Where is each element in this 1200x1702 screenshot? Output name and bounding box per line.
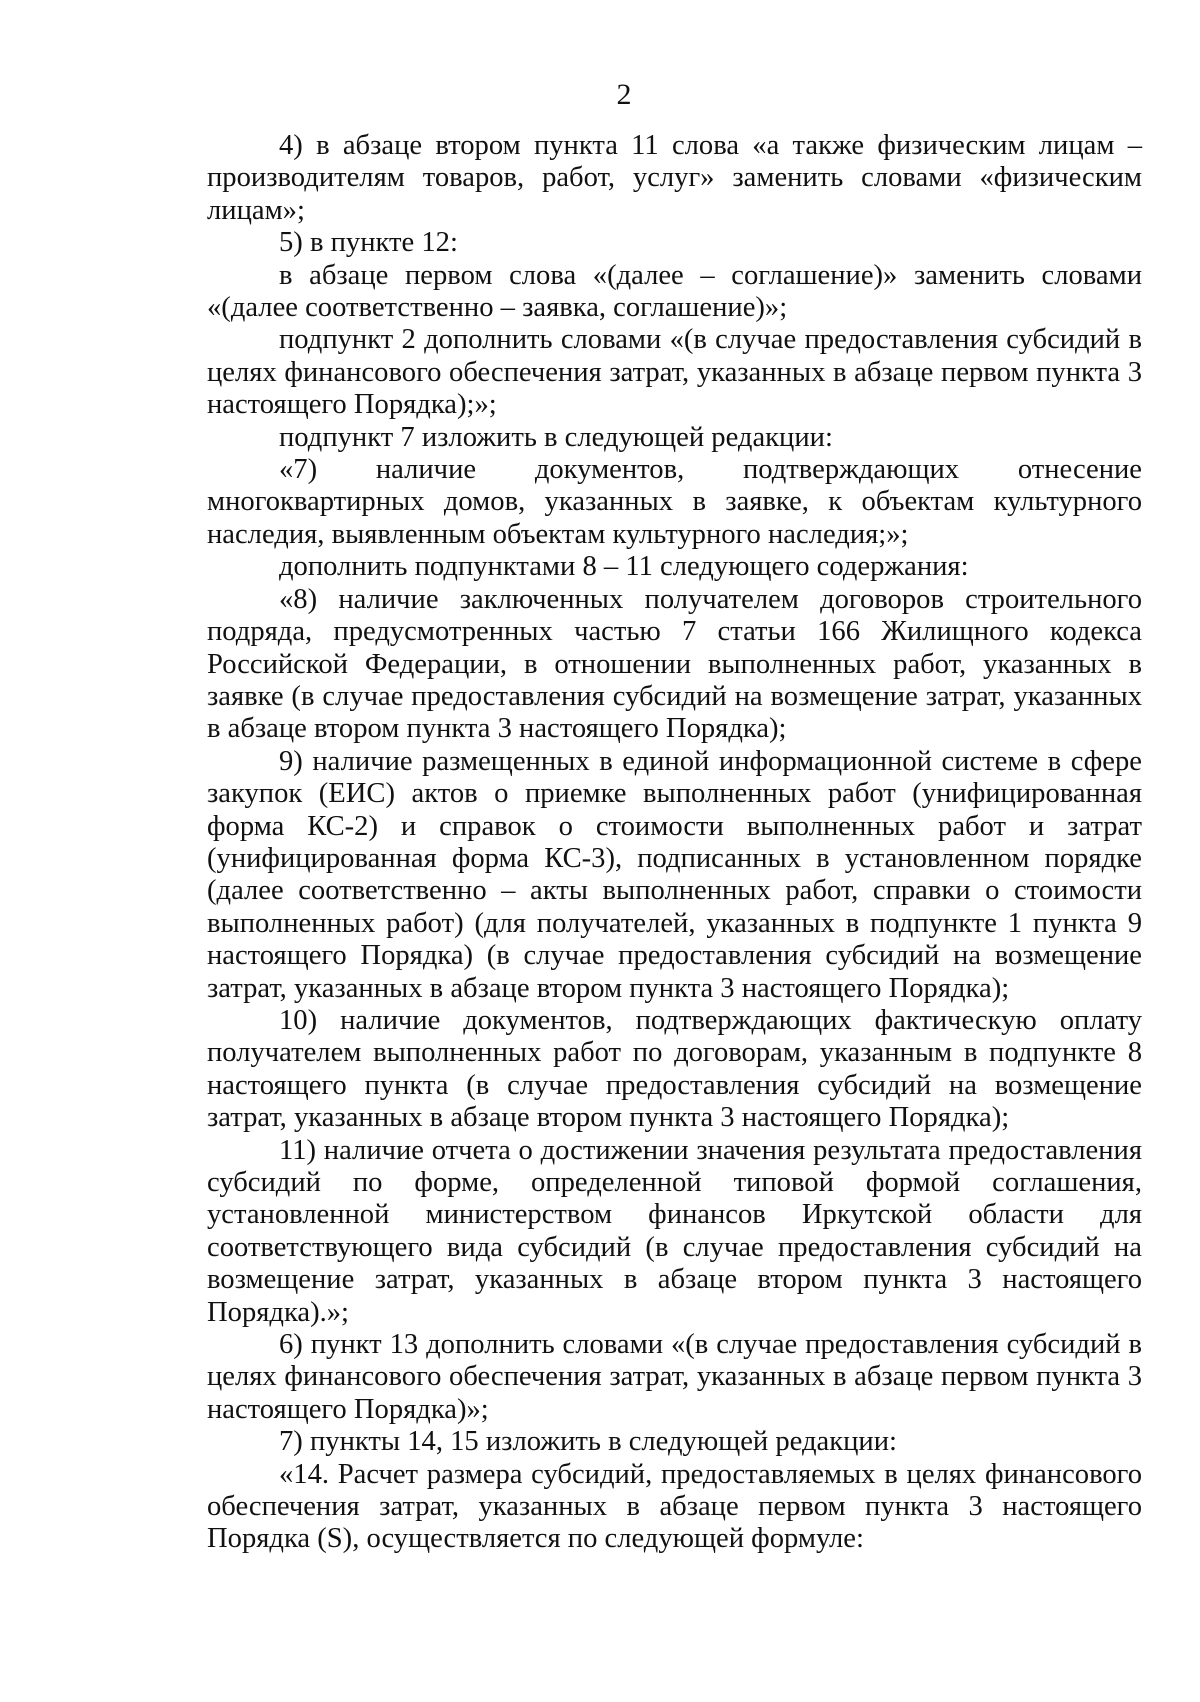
paragraph-6-punkt-13: 6) пункт 13 дополнить словами «(в случае предоставления субсидий в целях финансового обеспечения затрат, указанных в абзаце первом пункта 3 настоящего Порядка)»; bbox=[207, 1329, 1142, 1425]
paragraph-podpunkt-9: 9) наличие размещенных в единой информационной системе в сфере закупок (ЕИС) актов о приемке выполненных работ (унифицированная форма КС-2) и справок о стоимости выполненных работ и затрат (унифицированная форма КС-3), подписанных в установленном порядке (далее соответственно – акты выполненных работ, справки о стоимости выполненных работ) (для получателей, указанных в подпункте 1 пункта 9 настоящего Порядка) (в случае предоставления субсидий на возмещение затрат, указанных в абзаце втором пункта 3 настоящего Порядка); bbox=[207, 745, 1142, 1004]
paragraph-punkt-14-formula-intro: «14. Расчет размера субсидий, предоставляемых в целях финансового обеспечения затрат, указанных в абзаце первом пункта 3 настоящего Порядка (S), осуществляется по следующей формуле: bbox=[207, 1458, 1142, 1555]
document-body bbox=[207, 130, 1142, 1556]
paragraph-podpunkt-7-intro: подпункт 7 изложить в следующей редакции: bbox=[279, 421, 833, 453]
paragraph-podpunkt-8: «8) наличие заключенных получателем договоров строительного подряда, предусмотренных частью 7 статьи 166 Жилищного кодекса Российской Федерации, в отношении выполненных работ, указанных в заявке (в случае предоставления субсидий на возмещение затрат, указанных в абзаце втором пункта 3 настоящего Порядка); bbox=[207, 583, 1142, 745]
paragraph-podpunkt-2: подпункт 2 дополнить словами «(в случае предоставления субсидий в целях финансового обеспечения затрат, указанных в абзаце первом пункта 3 настоящего Порядка);»; bbox=[207, 324, 1142, 421]
paragraph-abzac-pervyi: в абзаце первом слова «(далее – соглашение)» заменить словами «(далее соответственно – заявка, соглашение)»; bbox=[207, 259, 1142, 324]
paragraph-7-punkty-14-15: 7) пункты 14, 15 изложить в следующей редакции: bbox=[279, 1426, 897, 1458]
paragraph-4-abzac-11: 4) в абзаце втором пункта 11 слова «а также физическим лицам – производителям товаров, работ, услуг» заменить словами «физическим лицам»; bbox=[207, 130, 1142, 226]
paragraph-5-punkt-12: 5) в пункте 12: bbox=[279, 227, 458, 259]
paragraph-podpunkty-8-11-intro: дополнить подпунктами 8 – 11 следующего содержания: bbox=[279, 551, 969, 583]
page-number: 2 bbox=[616, 78, 632, 111]
paragraph-podpunkt-10: 10) наличие документов, подтверждающих фактическую оплату получателем выполненных работ по договорам, указанным в подпункте 8 настоящего пункта (в случае предоставления субсидий на возмещение затрат, указанных в абзаце втором пункта 3 настоящего Порядка); bbox=[207, 1004, 1142, 1134]
paragraph-podpunkt-7-text: «7) наличие документов, подтверждающих отнесение многоквартирных домов, указанных в заявке, к объектам культурного наследия, выявленным объектам культурного наследия;»; bbox=[207, 454, 1142, 550]
paragraph-podpunkt-11: 11) наличие отчета о достижении значения результата предоставления субсидий по форме, определенной типовой формой соглашения, установленной министерством финансов Иркутской области для соответствующего вида субсидий (в случае предоставления субсидий на возмещение затрат, указанных в абзаце втором пункта 3 настоящего Порядка).»; bbox=[207, 1134, 1142, 1328]
